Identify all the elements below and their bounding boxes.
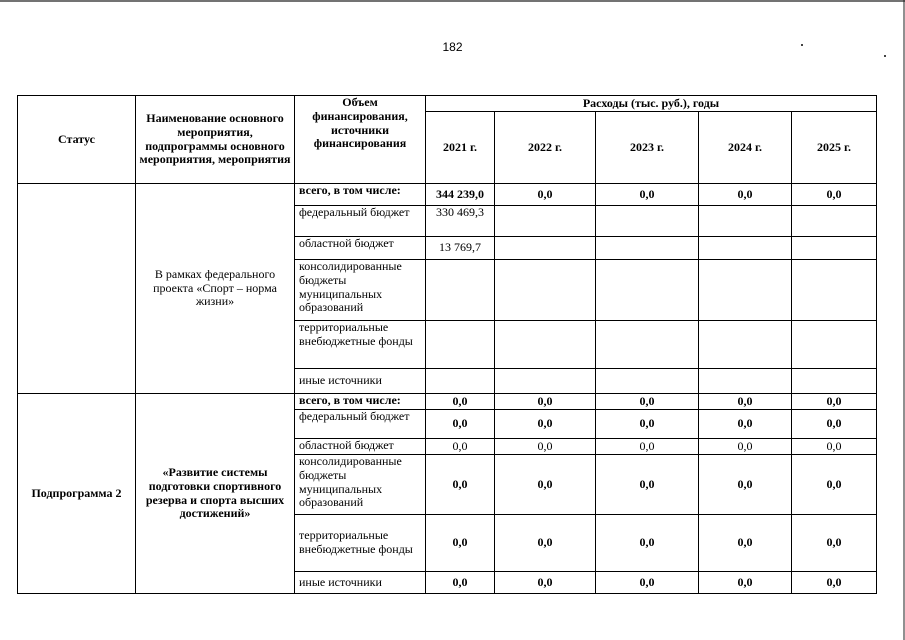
- value-cell: 0,0: [596, 572, 699, 594]
- value-cell: [699, 260, 792, 321]
- value-cell: [426, 260, 495, 321]
- value-cell: [792, 237, 877, 260]
- source-cell: иные источники: [295, 572, 426, 594]
- value-cell: [495, 260, 596, 321]
- value-cell: [495, 237, 596, 260]
- value-cell: [596, 260, 699, 321]
- value-cell: [792, 321, 877, 369]
- status-cell: Подпрограмма 2: [18, 394, 136, 594]
- value-cell: 0,0: [792, 455, 877, 515]
- source-cell: всего, в том числе:: [295, 184, 426, 206]
- value-cell: 0,0: [596, 439, 699, 455]
- value-cell: [792, 206, 877, 237]
- value-cell: [699, 369, 792, 394]
- scan-speck: [884, 55, 886, 57]
- header-year: 2023 г.: [596, 112, 699, 184]
- value-cell: [596, 369, 699, 394]
- value-cell: 0,0: [495, 439, 596, 455]
- header-volume: Объем финансирования, источники финансирования: [295, 96, 426, 184]
- value-cell: [792, 369, 877, 394]
- event-name-cell: В рамках федерального проекта «Спорт – норма жизни»: [136, 184, 295, 394]
- value-cell: 344 239,0: [426, 184, 495, 206]
- value-cell: [792, 260, 877, 321]
- header-year: 2024 г.: [699, 112, 792, 184]
- value-cell: 0,0: [426, 515, 495, 572]
- value-cell: 0,0: [495, 455, 596, 515]
- value-cell: [596, 237, 699, 260]
- value-cell: [495, 206, 596, 237]
- status-cell: [18, 184, 136, 394]
- value-cell: [426, 369, 495, 394]
- value-cell: 0,0: [495, 515, 596, 572]
- value-cell: 0,0: [495, 410, 596, 439]
- value-cell: 0,0: [495, 572, 596, 594]
- value-cell: 0,0: [596, 394, 699, 410]
- header-status: Статус: [18, 96, 136, 184]
- value-cell: 0,0: [792, 184, 877, 206]
- value-cell: 13 769,7: [426, 237, 495, 260]
- value-cell: [495, 369, 596, 394]
- value-cell: 0,0: [426, 439, 495, 455]
- value-cell: 0,0: [699, 410, 792, 439]
- source-cell: территориальные внебюджетные фонды: [295, 515, 426, 572]
- source-cell: областной бюджет: [295, 237, 426, 260]
- value-cell: [596, 321, 699, 369]
- header-year: 2022 г.: [495, 112, 596, 184]
- value-cell: 0,0: [792, 439, 877, 455]
- value-cell: 330 469,3: [426, 206, 495, 237]
- source-cell: иные источники: [295, 369, 426, 394]
- value-cell: 0,0: [596, 455, 699, 515]
- header-name: Наименование основного мероприятия, подпрограммы основного мероприятия, мероприятия: [136, 96, 295, 184]
- value-cell: 0,0: [699, 455, 792, 515]
- page-number: 182: [442, 40, 463, 54]
- value-cell: 0,0: [699, 439, 792, 455]
- value-cell: 0,0: [596, 184, 699, 206]
- budget-table: [17, 95, 877, 594]
- value-cell: 0,0: [426, 455, 495, 515]
- value-cell: 0,0: [495, 184, 596, 206]
- value-cell: 0,0: [792, 515, 877, 572]
- event-name-cell: «Развитие системы подготовки спортивного резерва и спорта высших достижений»: [136, 394, 295, 594]
- value-cell: 0,0: [596, 410, 699, 439]
- source-cell: федеральный бюджет: [295, 206, 426, 237]
- header-year: 2021 г.: [426, 112, 495, 184]
- source-cell: всего, в том числе:: [295, 394, 426, 410]
- value-cell: 0,0: [426, 572, 495, 594]
- source-cell: территориальные внебюджетные фонды: [295, 321, 426, 369]
- value-cell: [596, 206, 699, 237]
- value-cell: 0,0: [596, 515, 699, 572]
- source-cell: федеральный бюджет: [295, 410, 426, 439]
- value-cell: [699, 206, 792, 237]
- value-cell: [699, 321, 792, 369]
- value-cell: 0,0: [699, 184, 792, 206]
- value-cell: 0,0: [426, 394, 495, 410]
- value-cell: 0,0: [792, 394, 877, 410]
- value-cell: [426, 321, 495, 369]
- value-cell: [495, 321, 596, 369]
- value-cell: [699, 237, 792, 260]
- source-cell: консолидированные бюджеты муниципальных образований: [295, 455, 426, 515]
- value-cell: 0,0: [699, 515, 792, 572]
- source-cell: консолидированные бюджеты муниципальных образований: [295, 260, 426, 321]
- header-year: 2025 г.: [792, 112, 877, 184]
- value-cell: 0,0: [699, 572, 792, 594]
- scan-edge-top: [0, 0, 905, 2]
- value-cell: 0,0: [699, 394, 792, 410]
- value-cell: 0,0: [792, 410, 877, 439]
- source-cell: областной бюджет: [295, 439, 426, 455]
- value-cell: 0,0: [426, 410, 495, 439]
- value-cell: 0,0: [792, 572, 877, 594]
- value-cell: 0,0: [495, 394, 596, 410]
- header-expenses: Расходы (тыс. руб.), годы: [426, 96, 877, 112]
